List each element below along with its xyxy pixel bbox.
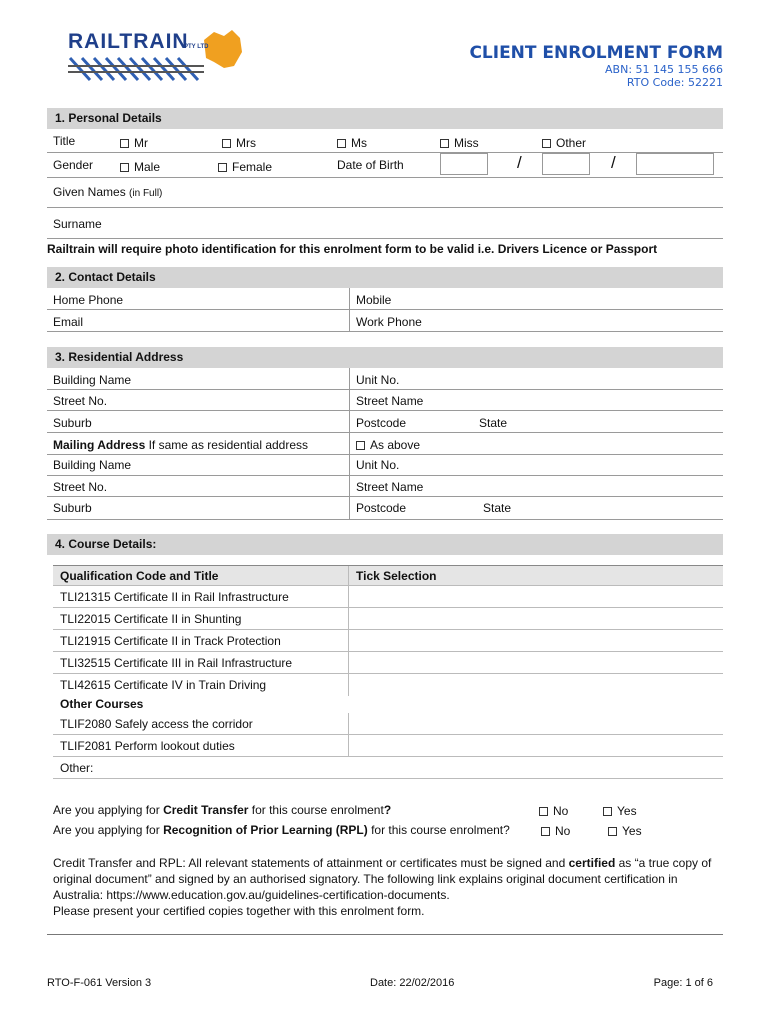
- divider: [47, 410, 723, 411]
- given-names-field[interactable]: Given Names (in Full): [53, 185, 163, 199]
- rpl-question: Are you applying for Recognition of Prior Learning (RPL) for this course enrolment?: [53, 823, 510, 837]
- course-name: TLIF2081 Perform lookout duties: [53, 735, 349, 756]
- title-option-miss[interactable]: Miss: [440, 136, 479, 150]
- table-row: [53, 674, 723, 696]
- dob-month-field[interactable]: [542, 153, 590, 175]
- title-option-other[interactable]: Other: [542, 136, 586, 150]
- unit-no-field[interactable]: Unit No.: [356, 373, 400, 387]
- certification-note: Credit Transfer and RPL: All relevant statements of attainment or certificates must be signed and certified as “a true copy of original document” and signed by an authorised signatory. The following link explains original document certification in Australia: https://www.education.gov.au/guidelines-certification-documents. Please present your certified copies together with this enrolment form.: [53, 856, 712, 918]
- title-option-ms[interactable]: Ms: [337, 136, 367, 150]
- logo-text: RAILTRAIN: [68, 30, 189, 53]
- divider: [47, 432, 723, 433]
- divider: [47, 389, 723, 390]
- tick-selection-cell[interactable]: [349, 608, 723, 629]
- divider: [47, 309, 723, 310]
- course-table: [53, 565, 723, 779]
- abn-number: ABN: 51 145 155 666: [605, 63, 723, 76]
- document-date: Date: 22/02/2016: [370, 977, 455, 989]
- street-no-field[interactable]: Street No.: [53, 394, 108, 408]
- document-code: RTO-F-061 Version 3: [47, 977, 152, 989]
- mobile-field[interactable]: Mobile: [356, 293, 392, 307]
- table-row: [53, 608, 723, 630]
- tick-selection-cell[interactable]: [349, 652, 723, 673]
- postcode-field[interactable]: Postcode: [356, 416, 407, 430]
- mailing-address-label: Mailing Address If same as residential address: [53, 438, 309, 452]
- dob-label: Date of Birth: [337, 158, 404, 172]
- section-course-details: 4. Course Details:: [47, 534, 723, 555]
- as-above-option[interactable]: As above: [356, 438, 420, 452]
- other-course-field[interactable]: Other:: [60, 761, 94, 775]
- checkbox-icon[interactable]: [337, 139, 346, 148]
- qualification-name: TLI21315 Certificate II in Rail Infrastructure: [53, 586, 349, 607]
- mailing-suburb-field[interactable]: Suburb: [53, 501, 92, 515]
- table-row: [53, 713, 723, 735]
- state-field[interactable]: State: [479, 416, 508, 430]
- mailing-building-name-field[interactable]: Building Name: [53, 458, 132, 472]
- section-residential-address: 3. Residential Address: [47, 347, 723, 368]
- gender-option-male[interactable]: Male: [120, 160, 160, 174]
- checkbox-icon[interactable]: [539, 807, 548, 816]
- divider: [47, 454, 723, 455]
- divider: [47, 519, 723, 520]
- table-row: [53, 735, 723, 757]
- rpl-no[interactable]: No: [541, 824, 570, 838]
- section-personal-details: 1. Personal Details: [47, 108, 723, 129]
- railtrain-logo: [64, 22, 254, 92]
- checkbox-icon[interactable]: [608, 827, 617, 836]
- logo-suffix: PTY LTD: [184, 44, 209, 50]
- footer-divider: [47, 934, 723, 935]
- table-row: [53, 630, 723, 652]
- mailing-street-name-field[interactable]: Street Name: [356, 480, 424, 494]
- surname-field[interactable]: Surname: [53, 217, 102, 231]
- checkbox-icon[interactable]: [218, 163, 227, 172]
- dob-separator: /: [517, 153, 522, 172]
- divider: [47, 177, 723, 178]
- railtrain-logo-graphic: [64, 22, 254, 92]
- table-row: [53, 652, 723, 674]
- gender-label: Gender: [53, 158, 94, 172]
- divider: [47, 331, 723, 332]
- qualification-name: TLI42615 Certificate IV in Train Driving: [53, 674, 349, 696]
- qualification-name: TLI32515 Certificate III in Rail Infrastructure: [53, 652, 349, 673]
- qualification-column-header: Qualification Code and Title: [53, 566, 349, 585]
- dob-year-field[interactable]: [636, 153, 714, 175]
- checkbox-icon[interactable]: [120, 163, 129, 172]
- rpl-yes[interactable]: Yes: [608, 824, 642, 838]
- tick-selection-cell[interactable]: [349, 630, 723, 651]
- table-row: [53, 586, 723, 608]
- home-phone-field[interactable]: Home Phone: [53, 293, 124, 307]
- qualification-name: TLI22015 Certificate II in Shunting: [53, 608, 349, 629]
- tick-selection-cell[interactable]: [349, 735, 723, 756]
- checkbox-icon[interactable]: [440, 139, 449, 148]
- mailing-state-field[interactable]: State: [483, 501, 512, 515]
- photo-id-note: Railtrain will require photo identification for this enrolment form to be valid i.e. Drivers Licence or Passport: [47, 242, 658, 256]
- divider: [47, 152, 723, 153]
- dob-separator: /: [611, 153, 616, 172]
- checkbox-icon[interactable]: [542, 139, 551, 148]
- suburb-field[interactable]: Suburb: [53, 416, 92, 430]
- page-number: Page: 1 of 6: [653, 977, 713, 989]
- tick-column-header: Tick Selection: [356, 569, 437, 583]
- credit-transfer-question: Are you applying for Credit Transfer for this course enrolment?: [53, 803, 392, 817]
- divider: [47, 207, 723, 208]
- credit-transfer-no[interactable]: No: [539, 804, 568, 818]
- mailing-postcode-field[interactable]: Postcode: [356, 501, 407, 515]
- divider: [47, 475, 723, 476]
- course-table-header: [53, 566, 723, 586]
- checkbox-icon[interactable]: [603, 807, 612, 816]
- street-name-field[interactable]: Street Name: [356, 394, 424, 408]
- credit-transfer-yes[interactable]: Yes: [603, 804, 637, 818]
- divider: [47, 496, 723, 497]
- form-title: CLIENT ENROLMENT FORM: [469, 43, 723, 63]
- building-name-field[interactable]: Building Name: [53, 373, 132, 387]
- work-phone-field[interactable]: Work Phone: [356, 315, 422, 329]
- mailing-street-no-field[interactable]: Street No.: [53, 480, 108, 494]
- column-divider: [349, 368, 350, 520]
- qualification-name: TLI21915 Certificate II in Track Protection: [53, 630, 349, 651]
- gender-option-female[interactable]: Female: [218, 160, 272, 174]
- email-field[interactable]: Email: [53, 315, 84, 329]
- dob-day-field[interactable]: [440, 153, 488, 175]
- checkbox-icon[interactable]: [222, 139, 231, 148]
- other-courses-subheader: [53, 696, 723, 713]
- section-contact-details: 2. Contact Details: [47, 267, 723, 288]
- rto-code: RTO Code: 52221: [626, 76, 723, 89]
- checkbox-icon[interactable]: [120, 139, 129, 148]
- title-option-mrs[interactable]: Mrs: [222, 136, 256, 150]
- divider: [47, 238, 723, 239]
- tick-selection-cell[interactable]: [349, 586, 723, 607]
- tick-selection-cell[interactable]: [349, 713, 723, 734]
- title-option-mr[interactable]: Mr: [120, 136, 148, 150]
- checkbox-icon[interactable]: [356, 441, 365, 450]
- mailing-unit-no-field[interactable]: Unit No.: [356, 458, 400, 472]
- column-divider: [349, 288, 350, 331]
- course-name: TLIF2080 Safely access the corridor: [53, 713, 349, 734]
- title-label: Title: [53, 134, 76, 148]
- table-row: [53, 757, 723, 779]
- other-courses-label: Other Courses: [60, 697, 144, 711]
- checkbox-icon[interactable]: [541, 827, 550, 836]
- tick-selection-cell[interactable]: [349, 674, 723, 696]
